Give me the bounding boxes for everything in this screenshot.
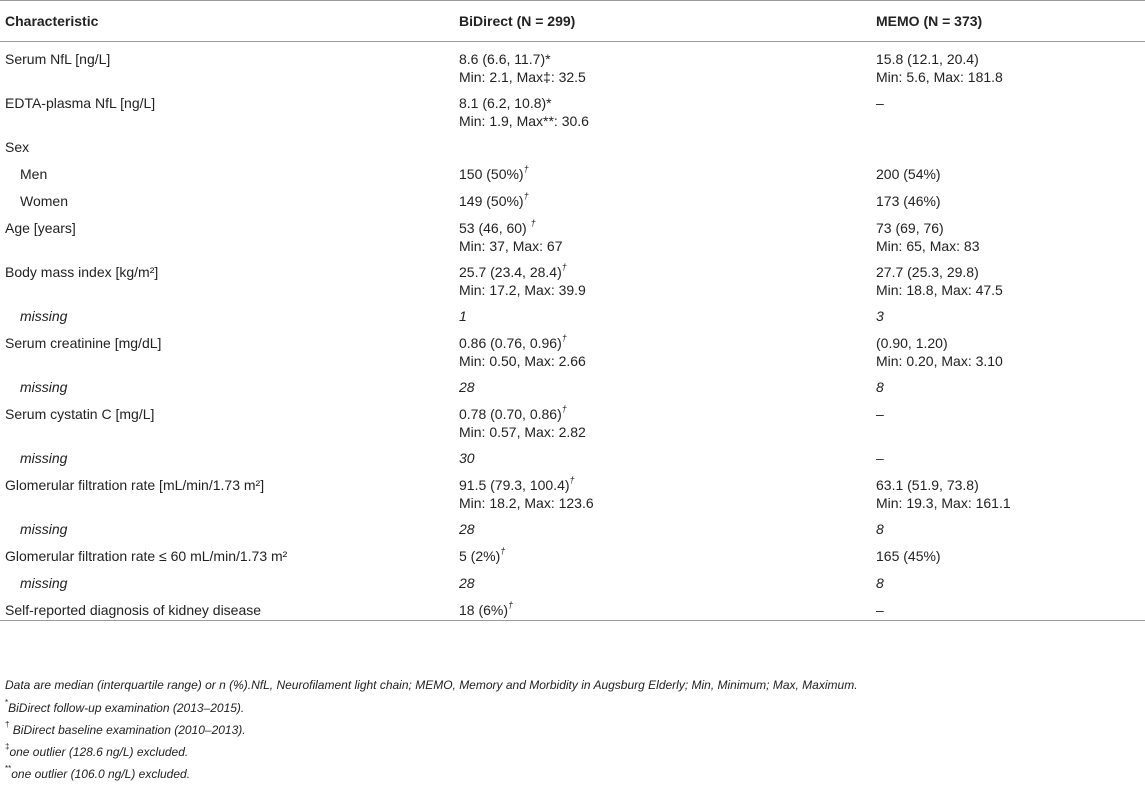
footnote-2-mark: †	[5, 720, 10, 729]
bidirect-value-text: 149 (50%)	[459, 193, 524, 209]
bidirect-cell	[454, 130, 871, 157]
table-row	[0, 42, 1145, 87]
table-row	[0, 468, 1145, 512]
bidirect-footnote-mark: †	[561, 404, 567, 415]
bidirect-value	[459, 334, 871, 352]
table-row	[0, 86, 1145, 130]
bidirect-footnote-mark: †	[530, 218, 536, 229]
row-label	[0, 468, 454, 512]
row-label-text: Glomerular filtration rate ≤ 60 mL/min/1.73 m²	[5, 548, 288, 564]
memo-value	[876, 547, 1145, 565]
bidirect-value-text: 8.6 (6.6, 11.7)*	[459, 51, 551, 67]
memo-value-text: 8	[876, 575, 884, 591]
header-row	[0, 1, 1145, 42]
table-row	[0, 211, 1145, 255]
row-label-text: Women	[20, 193, 68, 209]
memo-cell	[871, 566, 1145, 593]
table-row	[0, 326, 1145, 370]
memo-range: Min: 18.8, Max: 47.5	[876, 282, 1003, 298]
bidirect-cell	[454, 255, 871, 299]
bidirect-value	[459, 94, 871, 112]
memo-cell	[871, 512, 1145, 539]
table-row	[0, 184, 1145, 211]
table-row	[0, 441, 1145, 468]
row-label	[0, 86, 454, 130]
bidirect-value	[459, 449, 871, 467]
memo-range: Min: 65, Max: 83	[876, 238, 980, 254]
table-row	[0, 370, 1145, 397]
memo-value-text: 73 (69, 76)	[876, 220, 944, 236]
memo-cell	[871, 157, 1145, 184]
row-label	[0, 157, 454, 184]
memo-cell	[871, 468, 1145, 512]
memo-value-text: –	[876, 602, 884, 618]
bidirect-cell	[454, 211, 871, 255]
memo-value-text: –	[876, 406, 884, 422]
bidirect-cell	[454, 397, 871, 441]
bidirect-value	[459, 263, 871, 281]
table-body	[0, 42, 1145, 621]
row-label	[0, 441, 454, 468]
header-bidirect-n: (N = 299)	[516, 13, 576, 29]
bidirect-cell	[454, 441, 871, 468]
memo-cell	[871, 539, 1145, 566]
bidirect-cell	[454, 299, 871, 326]
bidirect-range: Min: 0.50, Max: 2.66	[459, 353, 586, 369]
bidirect-value-text: 25.7 (23.4, 28.4)	[459, 264, 562, 280]
bidirect-cell	[454, 539, 871, 566]
memo-value	[876, 50, 1145, 68]
table-row	[0, 130, 1145, 157]
bidirect-footnote-mark: †	[569, 475, 575, 486]
bidirect-value-text: 0.86 (0.76, 0.96)	[459, 335, 562, 351]
bidirect-value	[459, 307, 871, 325]
bidirect-value-text: 30	[459, 450, 475, 466]
row-label	[0, 211, 454, 255]
memo-value-text: –	[876, 95, 884, 111]
bidirect-cell	[454, 157, 871, 184]
bidirect-value-text: 8.1 (6.2, 10.8)*	[459, 95, 552, 111]
row-label	[0, 370, 454, 397]
bidirect-cell	[454, 370, 871, 397]
bidirect-value-text: 1	[459, 308, 467, 324]
row-label-text: missing	[20, 308, 68, 324]
row-label	[0, 184, 454, 211]
row-label-text: missing	[20, 379, 68, 395]
memo-cell	[871, 86, 1145, 130]
memo-value-text: 15.8 (12.1, 20.4)	[876, 51, 979, 67]
memo-cell	[871, 441, 1145, 468]
memo-value-text: –	[876, 450, 884, 466]
footnote-4-mark: **	[5, 764, 12, 773]
memo-value	[876, 520, 1145, 538]
bidirect-footnote-mark: †	[523, 164, 529, 175]
header-bidirect-name: BiDirect	[459, 13, 513, 29]
bidirect-value-text: 18 (6%)	[459, 602, 509, 618]
memo-value	[876, 307, 1145, 325]
table-row	[0, 255, 1145, 299]
table-row	[0, 299, 1145, 326]
bidirect-cell	[454, 468, 871, 512]
row-label	[0, 255, 454, 299]
row-label	[0, 593, 454, 620]
row-label	[0, 326, 454, 370]
memo-cell	[871, 370, 1145, 397]
row-label-text: Serum creatinine [mg/dL]	[5, 335, 162, 351]
bidirect-value	[459, 574, 871, 592]
table-row	[0, 539, 1145, 566]
bidirect-footnote-mark: †	[523, 191, 529, 202]
memo-cell	[871, 326, 1145, 370]
bidirect-range: Min: 1.9, Max**: 30.6	[459, 113, 589, 129]
memo-value-text: 3	[876, 308, 884, 324]
memo-cell	[871, 397, 1145, 441]
table-row	[0, 566, 1145, 593]
bidirect-footnote-mark: †	[561, 333, 567, 344]
memo-value-text: 8	[876, 379, 884, 395]
row-label	[0, 299, 454, 326]
row-label-text: Serum NfL [ng/L]	[5, 51, 111, 67]
footnote-1	[5, 698, 858, 724]
header-memo	[871, 1, 1145, 42]
row-label-text: Glomerular filtration rate [mL/min/1.73 m²]	[5, 477, 265, 493]
bidirect-value	[459, 405, 871, 423]
memo-cell	[871, 255, 1145, 299]
memo-cell	[871, 211, 1145, 255]
bidirect-value-text: 28	[459, 575, 475, 591]
header-bidirect	[454, 1, 871, 42]
footnote-3	[5, 742, 858, 768]
header-characteristic	[0, 1, 454, 42]
bidirect-value	[459, 219, 871, 237]
row-label	[0, 130, 454, 157]
table-row	[0, 157, 1145, 184]
row-label-text: Serum cystatin C [mg/L]	[5, 406, 155, 422]
row-label	[0, 566, 454, 593]
footnote-1-text: BiDirect follow-up examination (2013–2015).	[8, 701, 245, 715]
bidirect-footnote-mark: †	[561, 262, 567, 273]
bidirect-value	[459, 476, 871, 494]
footnote-main: Data are median (interquartile range) or n (%).NfL, Neurofilament light chain; MEMO, Memory and Morbidity in Augsburg Elderly; Min, Minimum; Max, Maximum.	[5, 678, 858, 692]
memo-value-text: 200 (54%)	[876, 166, 941, 182]
memo-value-text: 173 (46%)	[876, 193, 941, 209]
bidirect-value	[459, 520, 871, 538]
header-memo-n: (N = 373)	[923, 13, 983, 29]
bidirect-value	[459, 378, 871, 396]
memo-cell	[871, 299, 1145, 326]
bidirect-value-text: 150 (50%)	[459, 166, 524, 182]
bidirect-range: Min: 0.57, Max: 2.82	[459, 424, 586, 440]
bidirect-value	[459, 192, 871, 210]
bidirect-range: Min: 2.1, Max‡: 32.5	[459, 69, 586, 85]
footnote-4-text: one outlier (106.0 ng/L) excluded.	[11, 767, 191, 781]
bidirect-value-text: 91.5 (79.3, 100.4)	[459, 477, 570, 493]
bidirect-range: Min: 17.2, Max: 39.9	[459, 282, 586, 298]
row-label-text: Sex	[5, 139, 30, 155]
memo-value	[876, 574, 1145, 592]
memo-value	[876, 192, 1145, 210]
memo-value	[876, 263, 1145, 281]
row-label-text: Body mass index [kg/m²]	[5, 264, 159, 280]
table-row	[0, 593, 1145, 620]
table-footnotes	[5, 679, 858, 790]
memo-cell	[871, 593, 1145, 620]
row-label-text: EDTA-plasma NfL [ng/L]	[5, 95, 156, 111]
bidirect-cell	[454, 86, 871, 130]
table-row	[0, 512, 1145, 539]
bidirect-range: Min: 18.2, Max: 123.6	[459, 495, 594, 511]
footnote-4	[5, 764, 858, 790]
row-label-text: Men	[20, 166, 48, 182]
memo-value-text: 63.1 (51.9, 73.8)	[876, 477, 979, 493]
bidirect-cell	[454, 512, 871, 539]
memo-value	[876, 334, 1145, 352]
bidirect-cell	[454, 593, 871, 620]
memo-range: Min: 5.6, Max: 181.8	[876, 69, 1003, 85]
bidirect-value	[459, 165, 871, 183]
memo-cell	[871, 130, 1145, 157]
memo-cell	[871, 184, 1145, 211]
memo-value	[876, 219, 1145, 237]
footnote-1-mark: *	[5, 698, 9, 707]
row-label	[0, 42, 454, 87]
bidirect-value-text: 5 (2%)	[459, 548, 501, 564]
table-row	[0, 397, 1145, 441]
row-label-text: Age [years]	[5, 220, 76, 236]
memo-value-text: (0.90, 1.20)	[876, 335, 948, 351]
footnote-2-text: BiDirect baseline examination (2010–2013).	[12, 723, 246, 737]
memo-value-text: 165 (45%)	[876, 548, 941, 564]
footnote-2	[5, 720, 858, 746]
header-characteristic-text: Characteristic	[5, 13, 99, 29]
header-memo-name: MEMO	[876, 13, 920, 29]
row-label-text: Self-reported diagnosis of kidney disease	[5, 602, 262, 618]
memo-cell	[871, 42, 1145, 87]
memo-value	[876, 601, 1145, 619]
row-label-text: missing	[20, 450, 68, 466]
bidirect-value	[459, 50, 871, 68]
row-label	[0, 539, 454, 566]
footnote-3-mark: ‡	[5, 742, 10, 751]
bidirect-value	[459, 547, 871, 565]
memo-value	[876, 378, 1145, 396]
bidirect-value-text: 53 (46, 60)	[459, 220, 531, 236]
memo-value-text: 8	[876, 521, 884, 537]
memo-value	[876, 165, 1145, 183]
memo-range: Min: 0.20, Max: 3.10	[876, 353, 1003, 369]
memo-value	[876, 449, 1145, 467]
row-label	[0, 512, 454, 539]
memo-value	[876, 476, 1145, 494]
footnote-3-text: one outlier (128.6 ng/L) excluded.	[9, 745, 189, 759]
bidirect-cell	[454, 326, 871, 370]
bidirect-value-text: 28	[459, 379, 475, 395]
bidirect-footnote-mark: †	[500, 546, 506, 557]
memo-value	[876, 405, 1145, 423]
row-label-text: missing	[20, 521, 68, 537]
memo-value	[876, 94, 1145, 112]
memo-value-text: 27.7 (25.3, 29.8)	[876, 264, 979, 280]
bidirect-value-text: 0.78 (0.70, 0.86)	[459, 406, 562, 422]
bidirect-cell	[454, 184, 871, 211]
bidirect-cell	[454, 566, 871, 593]
bidirect-footnote-mark: †	[508, 600, 514, 611]
row-label	[0, 397, 454, 441]
bidirect-value-text: 28	[459, 521, 475, 537]
row-label-text: missing	[20, 575, 68, 591]
bidirect-value	[459, 601, 871, 619]
bidirect-cell	[454, 42, 871, 87]
bidirect-range: Min: 37, Max: 67	[459, 238, 563, 254]
memo-range: Min: 19.3, Max: 161.1	[876, 495, 1011, 511]
